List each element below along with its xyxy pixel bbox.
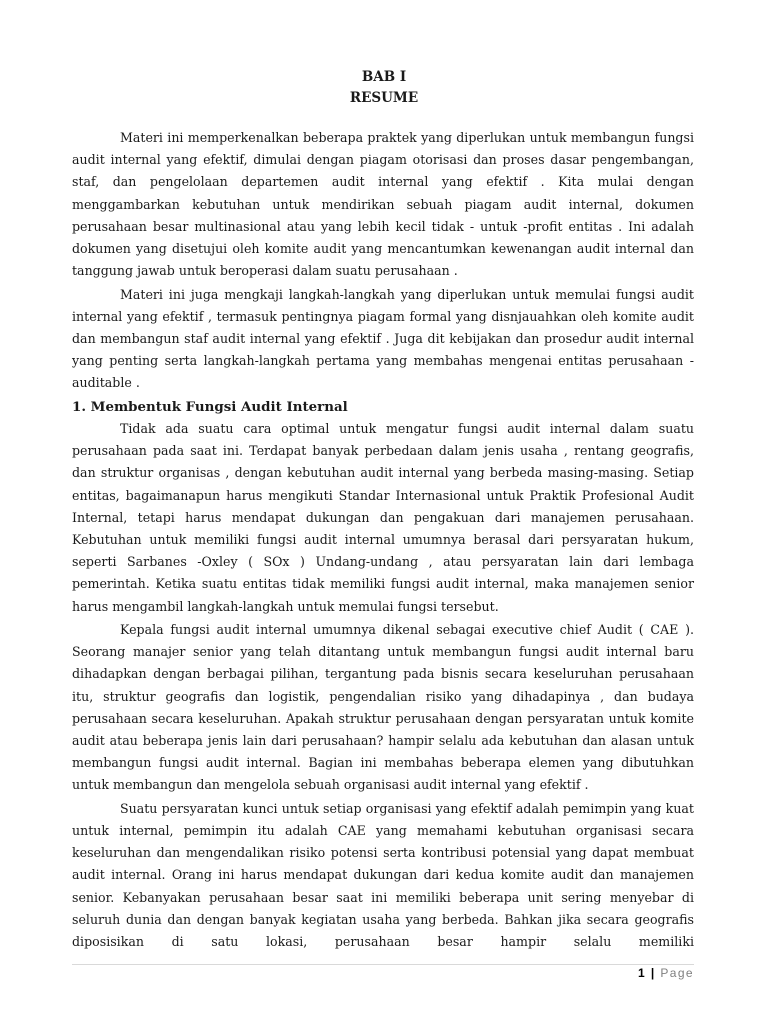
page-footer <box>638 966 694 980</box>
section-paragraph-3: Suatu persyaratan kunci untuk setiap organisasi yang efektif adalah pemimpin yang kuat untuk internal, pemimpin itu adalah CAE yang memahami kebutuhan organisasi secara keseluruhan dan mengendalikan risiko potensi serta kontribusi potensial yang dapat membuat audit internal. Orang ini harus mendapat dukungan dari kedua komite audit dan manajemen senior. Kebanyakan perusahaan besar saat ini memiliki beberapa unit sering menyebar di seluruh dunia dan dengan banyak kegiatan usaha yang berbeda. Bahkan jika secara geografis diposisikan di satu lokasi, perusahaan besar hampir selalu memiliki <box>72 800 694 950</box>
document-heading <box>0 67 768 109</box>
document-body <box>72 127 694 954</box>
chapter-label: BAB I <box>361 69 407 85</box>
page-number: 1 <box>638 966 647 980</box>
footer-divider <box>72 964 694 965</box>
section-heading: 1. Membentuk Fungsi Audit Internal <box>72 398 348 415</box>
section-paragraph-2: Kepala fungsi audit internal umumnya dikenal sebagai executive chief Audit ( CAE ). Seorang manajer senior yang telah ditantang untuk membangun fungsi audit internal baru dihadapkan dengan berbagai pilihan, tergantung pada bisnis secara keseluruhan perusahaan itu, struktur geografis dan logistik, pengendalian risiko yang dihadapinya , dan budaya perusahaan secara keseluruhan. Apakah struktur perusahaan dengan persyaratan untuk komite audit atau beberapa jenis lain dari perusahaan? hampir selalu ada kebutuhan dan alasan untuk membangun fungsi audit internal. Bagian ini membahas beberapa elemen yang dibutuhkan untuk membangun dan mengelola sebuah organisasi audit internal yang efektif . <box>72 622 694 793</box>
page-label: Page <box>660 966 694 980</box>
paragraph-intro-1: Materi ini memperkenalkan beberapa praktek yang diperlukan untuk membangun fungsi audit internal yang efektif, dimulai dengan piagam otorisasi dan proses dasar pengembangan, staf, dan pengelolaan departemen audit internal yang efektif . Kita mulai dengan menggambarkan kebutuhan untuk mendirikan sebuah piagam audit internal, dokumen perusahaan besar multinasional atau yang lebih kecil tidak - untuk -profit entitas . Ini adalah dokumen yang disetujui oleh komite audit yang mencantumkan kewenangan audit internal dan tanggung jawab untuk beroperasi dalam suatu perusahaan . <box>72 130 694 279</box>
section-paragraph-1: Tidak ada suatu cara optimal untuk mengatur fungsi audit internal dalam suatu perusahaan pada saat ini. Terdapat banyak perbedaan dalam jenis usaha , rentang geografis, dan struktur organisas , dengan kebutuhan audit internal yang berbeda masing-masing. Setiap entitas, bagaimanapun harus mengikuti Standar Internasional untuk Praktik Profesional Audit Internal, tetapi harus mendapat dukungan dan pengakuan dari manajemen perusahaan. Kebutuhan untuk memiliki fungsi audit internal umumnya berasal dari persyaratan hukum, seperti Sarbanes -Oxley ( SOx ) Undang-undang , atau persyaratan lain dari lembaga pemerintah. Ketika suatu entitas tidak memiliki fungsi audit internal, maka manajemen senior harus mengambil langkah-langkah untuk memulai fungsi tersebut. <box>72 421 694 614</box>
paragraph-intro-2: Materi ini juga mengkaji langkah-langkah yang diperlukan untuk memulai fungsi audit internal yang efektif , termasuk pentingnya piagam formal yang disnjauahkan oleh komite audit dan membangun staf audit internal yang efektif . Juga dit kebijakan dan prosedur audit internal yang penting serta langkah-langkah pertama yang membahas mengenai entitas perusahaan -auditable . <box>72 286 694 391</box>
chapter-title: RESUME <box>349 90 419 106</box>
footer-separator: | <box>650 966 656 980</box>
